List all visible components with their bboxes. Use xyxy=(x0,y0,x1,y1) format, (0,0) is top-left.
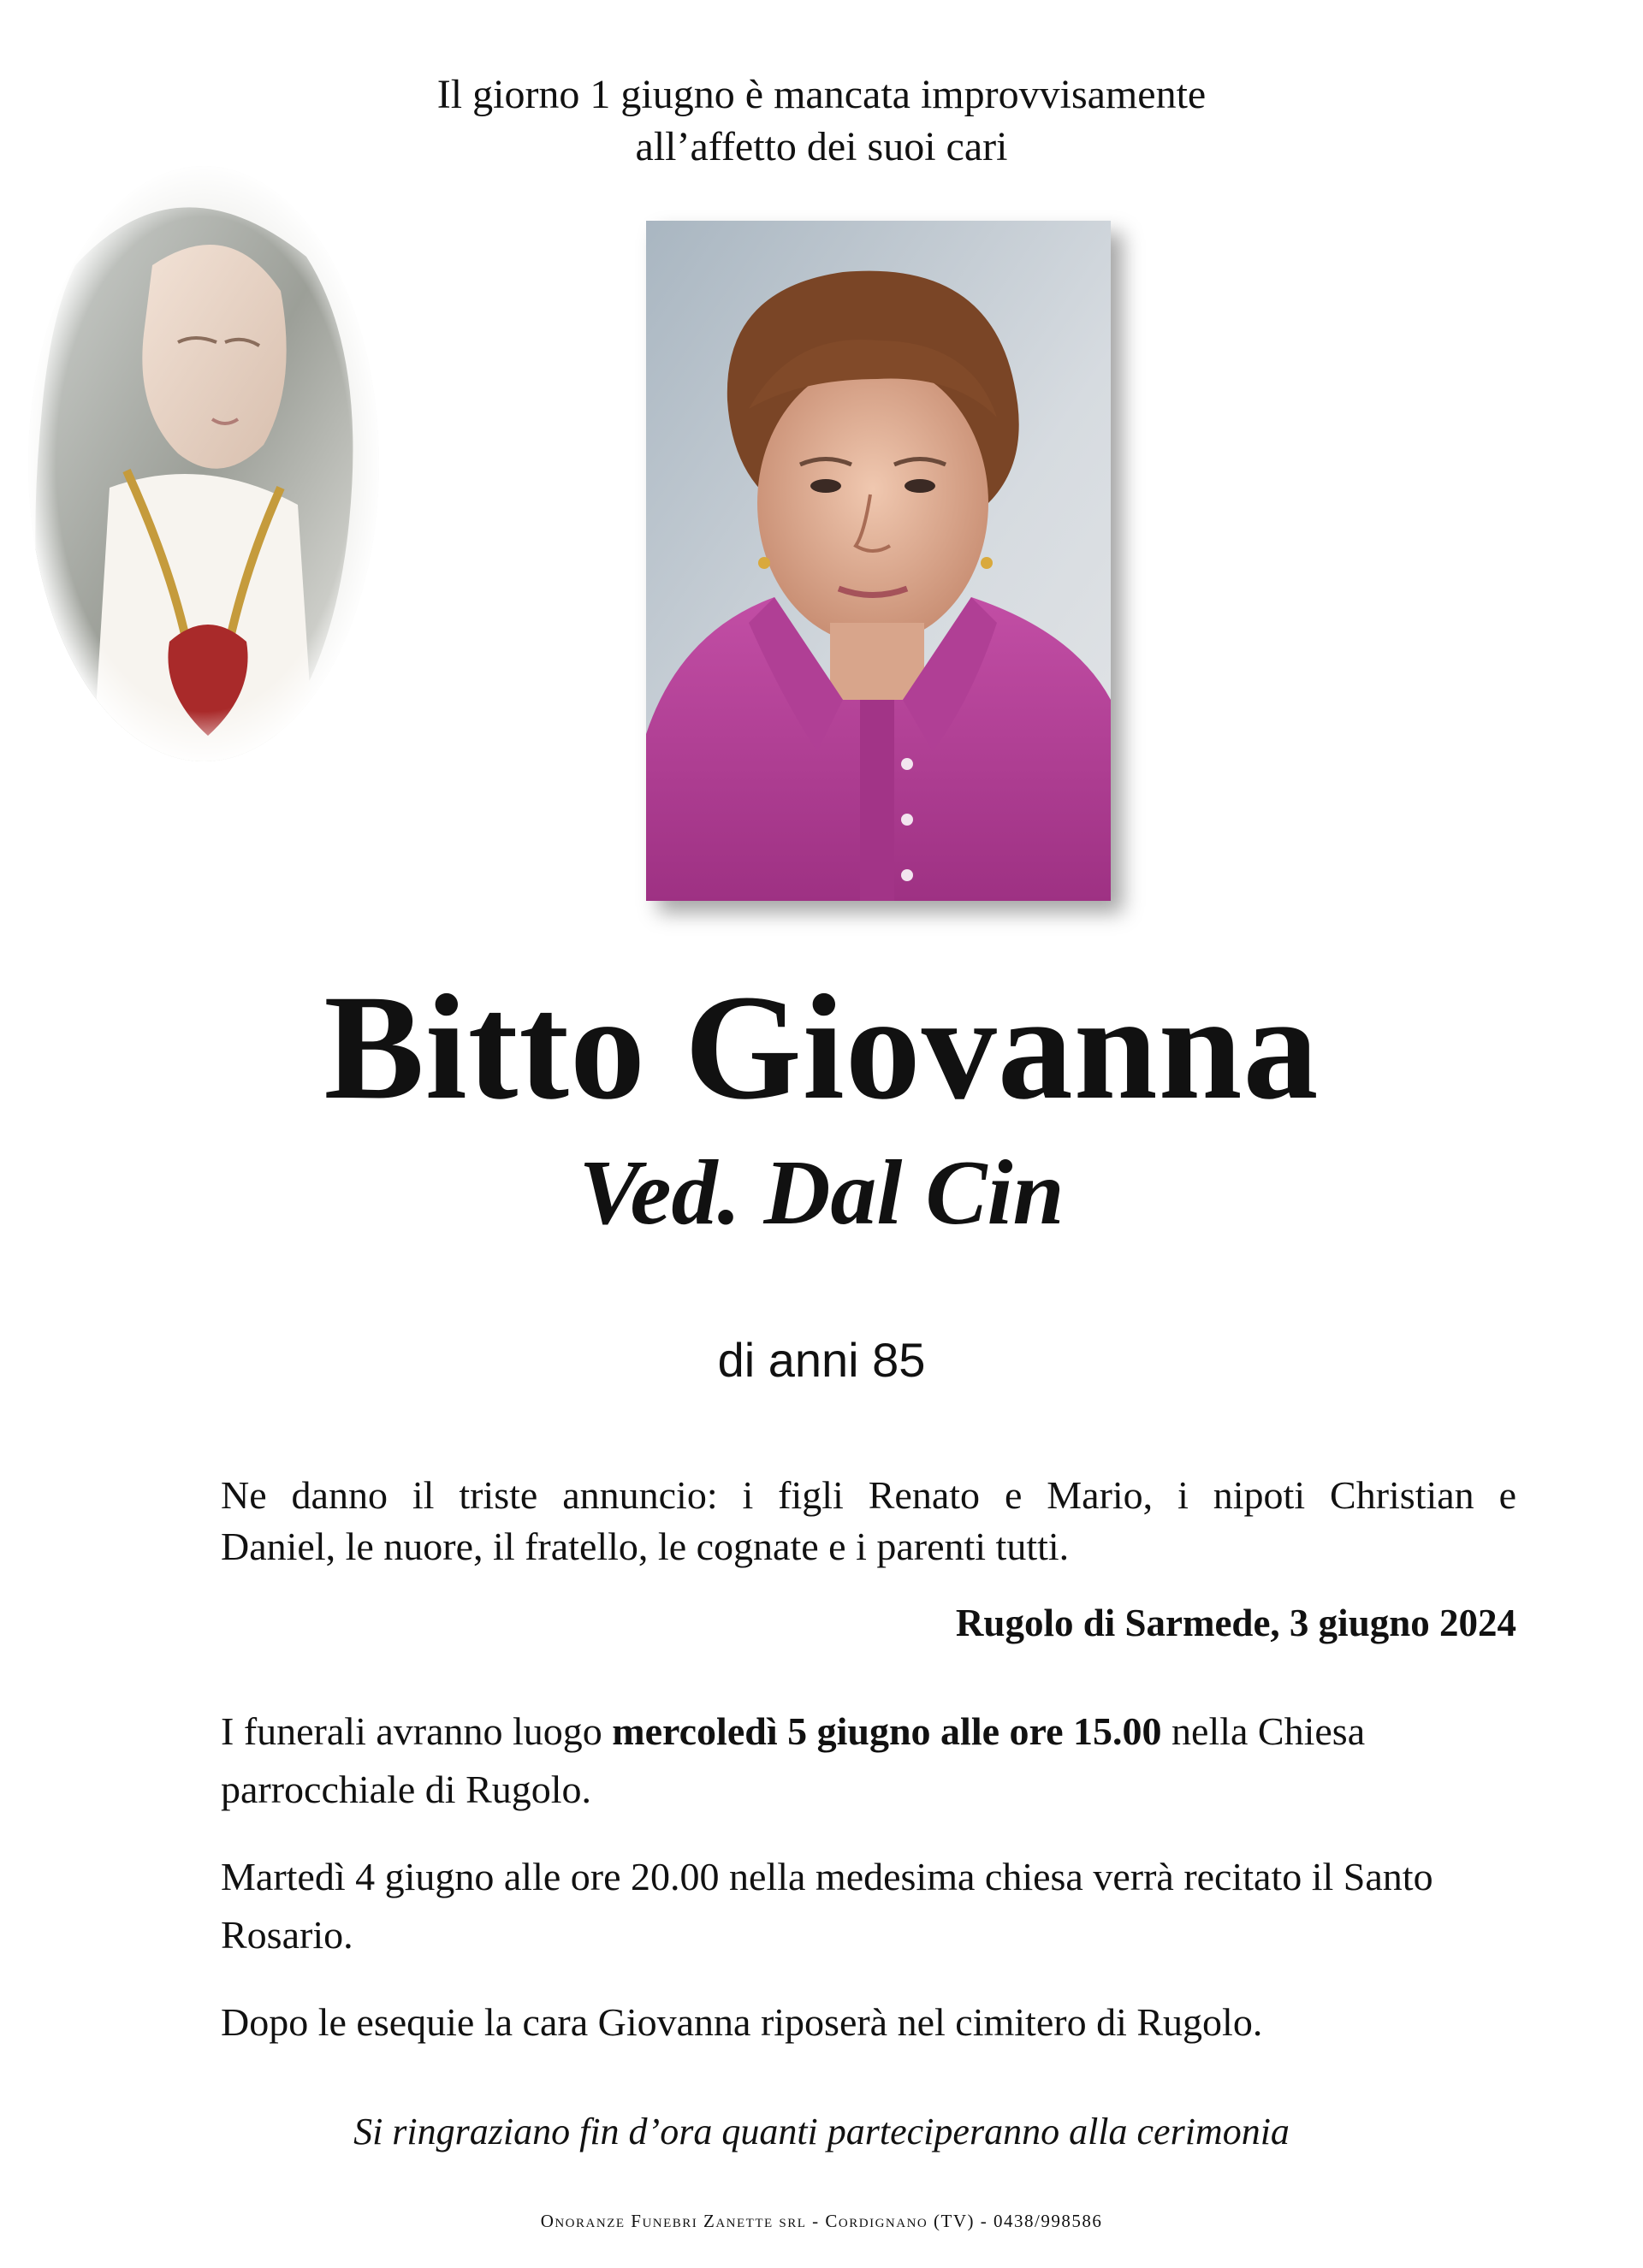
portrait-photo xyxy=(646,221,1111,901)
madonna-image xyxy=(24,163,383,766)
widow-of: Ved. Dal Cin xyxy=(578,1142,1065,1244)
deceased-name: Bitto Giovanna xyxy=(323,964,1320,1131)
announcement-line-1: Ne danno il triste annuncio: i figli Renato e Mario, i nipoti Christian e xyxy=(221,1473,1516,1517)
place-date: Rugolo di Sarmede, 3 giugno 2024 xyxy=(955,1602,1516,1644)
funeral-text-pre: I funerali avranno luogo xyxy=(221,1709,613,1753)
announcement-line-2: Daniel, le nuore, il fratello, le cognate e i parenti tutti. xyxy=(221,1525,1070,1568)
announcement-text xyxy=(221,1470,1516,1572)
thanks-text: Si ringraziano fin d’ora quanti parteciperanno alla cerimonia xyxy=(353,2111,1290,2153)
rosary-paragraph: Martedì 4 giugno alle ore 20.00 nella medesima chiesa verrà recitato il Santo Rosario. xyxy=(221,1855,1433,1957)
intro-text xyxy=(0,68,1643,173)
intro-line-1: Il giorno 1 giugno è mancata improvvisamente xyxy=(436,72,1207,117)
funeral-paragraph xyxy=(221,1702,1516,1819)
burial-paragraph: Dopo le esequie la cara Giovanna riposerà nel cimitero di Rugolo. xyxy=(221,2000,1263,2044)
intro-line-2: all’affetto dei suoi cari xyxy=(635,124,1008,169)
deceased-age: di anni 85 xyxy=(717,1333,926,1387)
funeral-text-post: nella Chiesa parrocchiale di Rugolo. xyxy=(221,1709,1366,1811)
funeral-home-footer: Onoranze Funebri Zanette srl - Cordignano (TV) - 0438/998586 xyxy=(540,2211,1103,2231)
funeral-date-time: mercoledì 5 giugno alle ore 15.00 xyxy=(612,1709,1162,1753)
